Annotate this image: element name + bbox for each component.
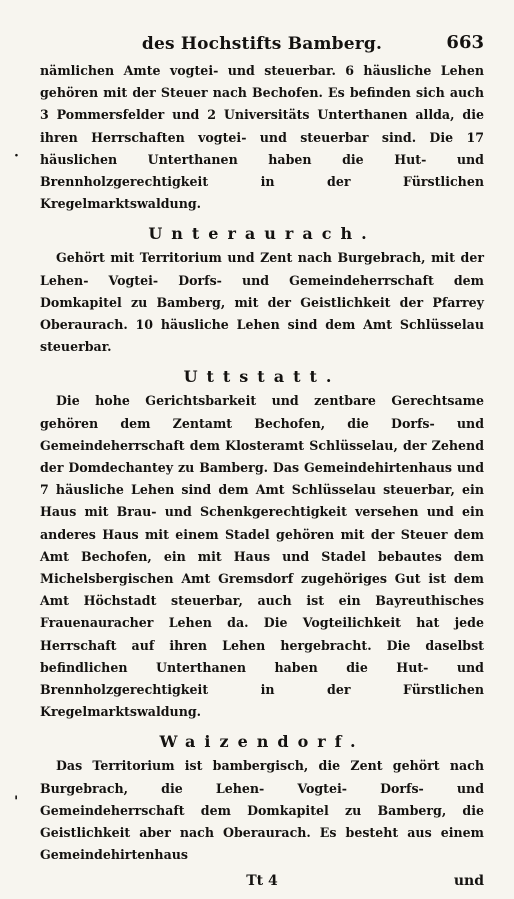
catchword: und: [453, 872, 484, 889]
running-head-title: des Hochstifts Bamberg.: [141, 34, 383, 54]
printer-signature: Tt 4: [246, 872, 278, 889]
margin-dot-mark: ·: [14, 148, 19, 164]
paragraph-uttstatt: Die hohe Gerichtsbarkeit und zentbare Gerechtsame gehören dem Zentamt Bechofen, die Dorfs- und Gemeindeherrschaft dem Klosteramt Schlüsselau, der Zehend der Domdechantey zu Bamberg. Das Gemeindehirtenhaus und 7 häusliche Lehen sind dem Amt Schlüsselau steuerbar, ein Haus mit Brau- und Schenkgerechtigkeit versehen und ein anderes Haus mit einem Stadel gehören mit der Steuer dem Amt Bechofen, ein mit Haus und Stadel bebautes dem Michelsbergischen Amt Gremsdorf zugehöriges Gut ist dem Amt Höchstadt steuerbar, auch ist ein Bayreuthisches Frauenauracher Lehen da. Die Vogteilichkeit hat jede Herrschaft auf ihren Lehen hergebracht. Die daselbst befindlichen Unterthanen haben die Hut- und Brennholzgerechtigkeit in der Fürstlichen Kregelmarktswaldung.: [40, 393, 484, 720]
section-heading-unteraurach: Unteraurach.: [148, 224, 376, 244]
paragraph-waizendorf: Das Territorium ist bambergisch, die Zent gehört nach Burgebrach, die Lehen- Vogtei- Dorfs- und Gemeindeherrschaft dem Domkapitel zu Bamberg, die Geistlichkeit aber nach Oberaurach. Es besteht aus einem Gemeindehirtenhaus: [40, 758, 484, 863]
section-heading-uttstatt: Uttstatt.: [183, 367, 341, 387]
margin-tick-mark: ': [14, 794, 19, 810]
paragraph-continuation: nämlichen Amte vogtei- und steuerbar. 6 häusliche Lehen gehören mit der Steuer nach Bechofen. Es befinden sich auch 3 Pommersfelder und 2 Universitäts Unterthanen allda, die ihren Herrschaften vogtei- und steuerbar sind. Die 17 häuslichen Unterthanen haben die Hut- und Brennholzgerechtigkeit in der Fürstlichen Kregelmarktswaldung.: [40, 63, 484, 212]
page-footer: [40, 873, 484, 899]
page-number: 663: [446, 32, 484, 53]
section-heading-waizendorf: Waizendorf.: [159, 732, 365, 752]
running-head: [40, 30, 484, 60]
paragraph-unteraurach: Gehört mit Territorium und Zent nach Burgebrach, mit der Lehen- Vogtei- Dorfs- und Gemeindeherrschaft dem Domkapitel zu Bamberg, mit der Geistlichkeit der Pfarrey Oberaurach. 10 häusliche Lehen sind dem Amt Schlüsselau steuerbar.: [40, 250, 484, 355]
